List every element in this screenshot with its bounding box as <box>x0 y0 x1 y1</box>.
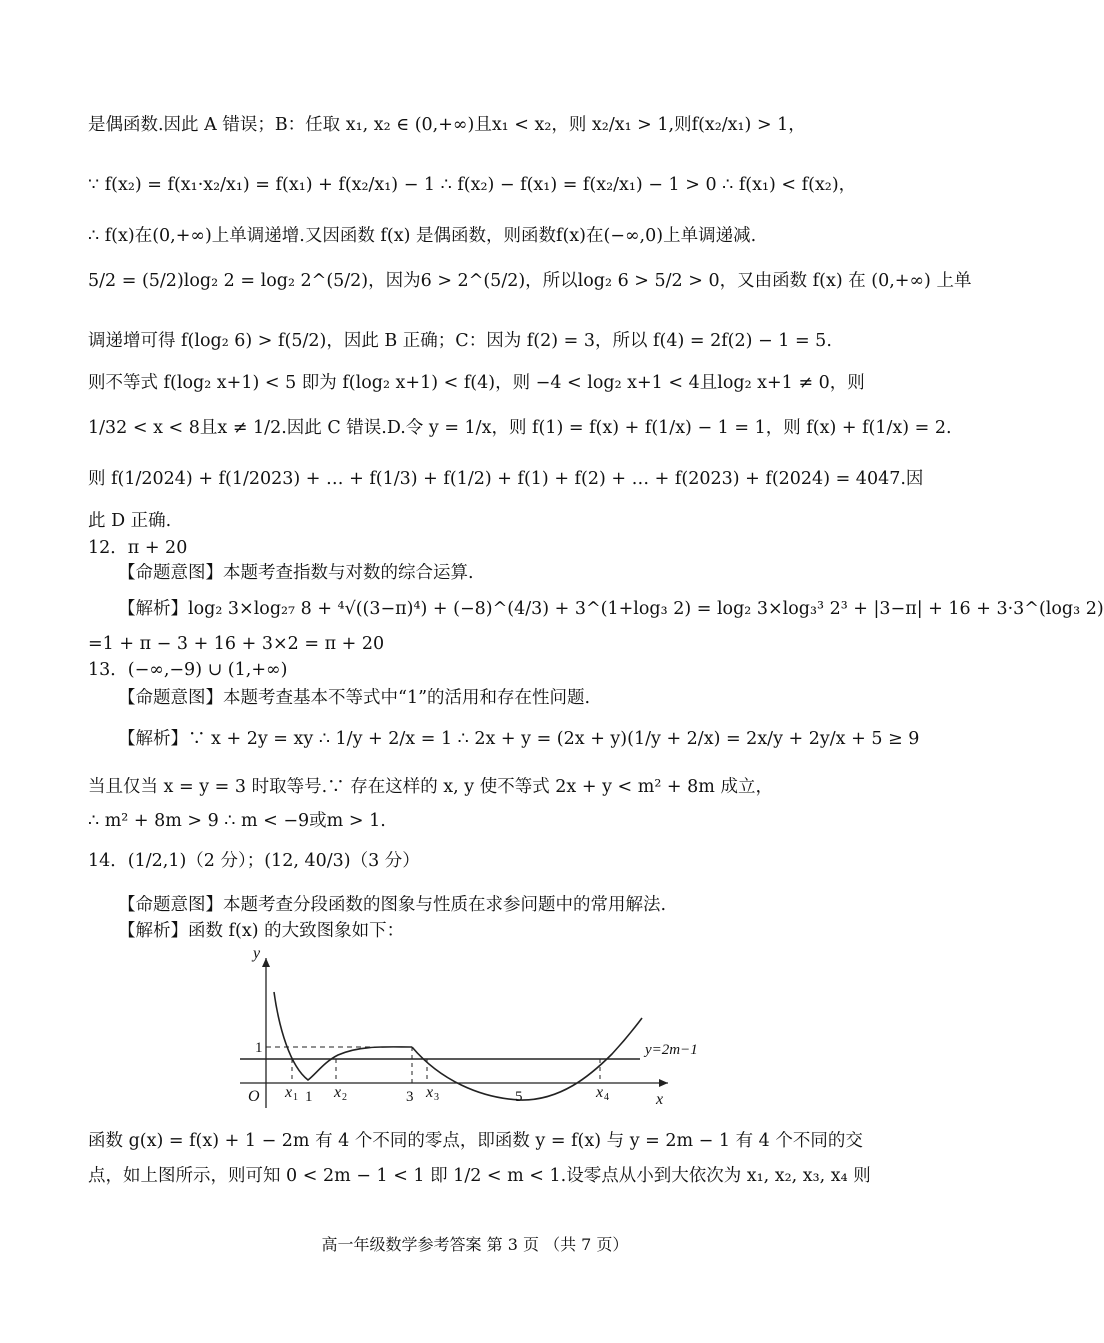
graph-y-label: y <box>253 945 261 962</box>
text-line: 调递增可得 f(log₂ 6) > f(5/2)，因此 B 正确；C：因为 f(2) = 3，所以 f(4) = 2f(2) − 1 = 5. <box>88 331 832 351</box>
graph-tick-3: 3 <box>406 1089 414 1105</box>
graph-x1-sub: 1 <box>293 1092 298 1103</box>
text-line: 函数 g(x) = f(x) + 1 − 2m 有 4 个不同的零点，即函数 y = f(x) 与 y = 2m − 1 有 4 个不同的交 <box>88 1131 863 1151</box>
text-line: 【命题意图】本题考查分段函数的图象与性质在求参问题中的常用解法. <box>118 895 667 915</box>
text-line: 【命题意图】本题考查基本不等式中“1”的活用和存在性问题. <box>118 688 591 708</box>
text-line: ∴ f(x)在(0,+∞)上单调递增.又因函数 f(x) 是偶函数，则函数f(x)在(−∞,0)上单调递减. <box>88 226 757 246</box>
graph-x4-label: x <box>596 1084 604 1101</box>
text-line: ∵ f(x₂) = f(x₁·x₂/x₁) = f(x₁) + f(x₂/x₁) − 1 ∴ f(x₂) − f(x₁) = f(x₂/x₁) − 1 > 0 ∴ f(x₁) < f(x₂)， <box>88 175 857 195</box>
text-line: 此 D 正确. <box>88 511 172 531</box>
text-line: 14．(1/2,1)（2 分）；(12, 40/3)（3 分） <box>88 851 420 871</box>
y-axis-arrow <box>262 958 270 967</box>
graph-x2-label: x <box>334 1084 342 1101</box>
graph-tick-1: 1 <box>305 1089 313 1105</box>
text-line: =1 + π − 3 + 16 + 3×2 = π + 20 <box>88 634 385 654</box>
text-line: ∴ m² + 8m > 9 ∴ m < −9或m > 1. <box>88 811 386 831</box>
x-axis-arrow <box>659 1079 668 1087</box>
curve-left <box>274 992 412 1080</box>
text-line: 则 f(1/2024) + f(1/2023) + … + f(1/3) + f(1/2) + f(1) + f(2) + … + f(2023) + f(2024) = 4047.因 <box>88 469 924 489</box>
graph-x-label: x <box>656 1091 664 1108</box>
graph-x3-label: x <box>426 1084 434 1101</box>
graph-origin: O <box>248 1088 260 1105</box>
graph-line-label: y=2m−1 <box>645 1042 698 1058</box>
text-line: 点，如上图所示，则可知 0 < 2m − 1 < 1 即 1/2 < m < 1.设零点从小到大依次为 x₁, x₂, x₃, x₄ 则 <box>88 1166 871 1186</box>
text-line: 当且仅当 x = y = 3 时取等号.∵ 存在这样的 x, y 使不等式 2x + y < m² + 8m 成立， <box>88 777 773 797</box>
text-line: 12．π + 20 <box>88 538 188 558</box>
text-line: 是偶函数.因此 A 错误；B：任取 x₁, x₂ ∈ (0,+∞)且x₁ < x₂，则 x₂/x₁ > 1,则f(x₂/x₁) > 1， <box>88 115 806 135</box>
graph-x4-sub: 4 <box>604 1092 609 1103</box>
graph-tick-5: 5 <box>515 1089 523 1105</box>
graph-tick-1y: 1 <box>255 1040 263 1056</box>
graph-x2-sub: 2 <box>342 1092 347 1103</box>
graph-x1-label: x <box>285 1084 293 1101</box>
text-line: 则不等式 f(log₂ x+1) < 5 即为 f(log₂ x+1) < f(4)，则 −4 < log₂ x+1 < 4且log₂ x+1 ≠ 0，则 <box>88 373 865 393</box>
text-line: 【解析】log₂ 3×log₂₇ 8 + ⁴√((3−π)⁴) + (−8)^(4/3) + 3^(1+log₃ 2) = log₂ 3×log₃³ 2³ + |3−π| + 16 + 3·3^(log₃ 2) <box>118 599 1104 619</box>
text-line: 5/2 = (5/2)log₂ 2 = log₂ 2^(5/2)，因为6 > 2^(5/2)，所以log₂ 6 > 5/2 > 0，又由函数 f(x) 在 (0,+∞) 上单 <box>88 271 972 291</box>
text-line: 1/32 < x < 8且x ≠ 1/2.因此 C 错误.D.令 y = 1/x，则 f(1) = f(x) + f(1/x) − 1 = 1，则 f(x) + f(1/x) = 2. <box>88 418 952 438</box>
text-line: 【解析】函数 f(x) 的大致图象如下： <box>118 921 405 941</box>
page-footer: 高一年级数学参考答案 第 3 页 （共 7 页） <box>321 1235 629 1254</box>
text-line: 13．(−∞,−9) ∪ (1,+∞) <box>88 660 288 680</box>
text-line: 【命题意图】本题考查指数与对数的综合运算. <box>118 563 474 583</box>
graph-x3-sub: 3 <box>434 1092 439 1103</box>
text-line: 【解析】∵ x + 2y = xy ∴ 1/y + 2/x = 1 ∴ 2x + y = (2x + y)(1/y + 2/x) = 2x/y + 2y/x + 5 ≥ 9 <box>118 729 920 749</box>
